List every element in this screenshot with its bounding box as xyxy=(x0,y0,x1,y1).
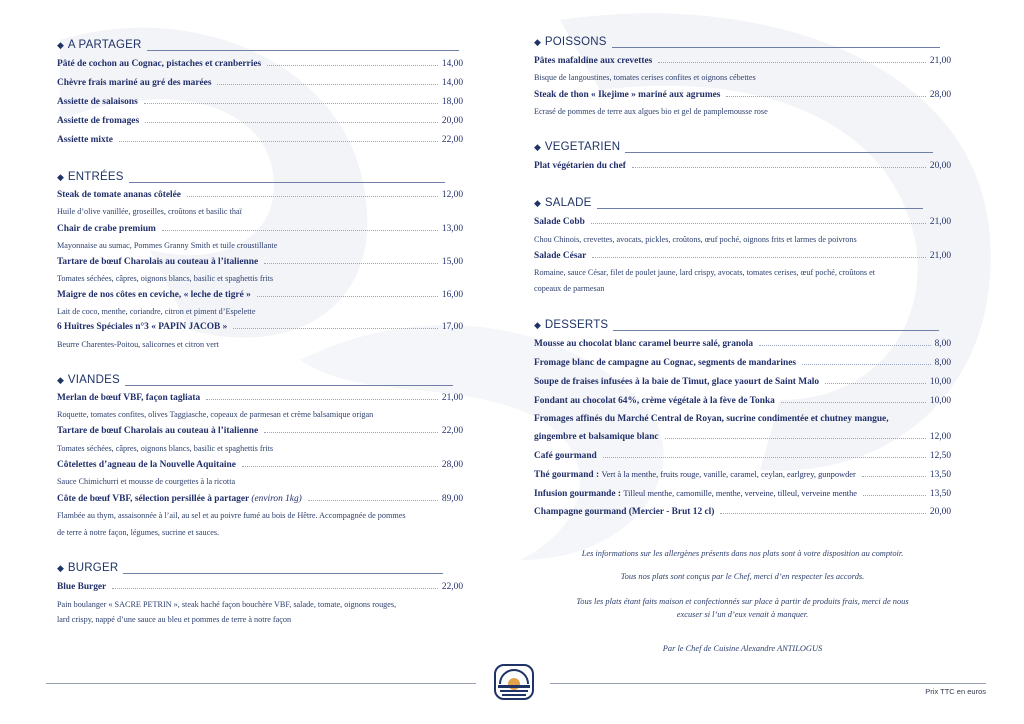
menu-item-name-line: Fromages affinés du Marché Central de Royan, sucrine condimentée et chutney mangue, xyxy=(534,414,889,424)
section-title: DESSERTS xyxy=(544,319,609,331)
item-detail: Tilleul menthe, camomille, menthe, verveine, tilleul, verveine menthe xyxy=(623,489,858,498)
item-price: 20,00 xyxy=(929,507,951,517)
section-header xyxy=(57,168,463,184)
item-name: Plat végétarien du chef xyxy=(534,161,626,171)
homemade-note-line1: Tous les plats étant faits maison et confectionnés sur place à partir de produits frais, merci de nous xyxy=(576,597,909,606)
section-rule xyxy=(125,385,453,386)
diamond-bullet-icon: ◆ xyxy=(534,321,541,331)
item-name: Café gourmand xyxy=(534,451,597,461)
section-desserts xyxy=(534,316,951,332)
section-header xyxy=(534,316,951,332)
diamond-bullet-icon: ◆ xyxy=(57,376,64,386)
menu-item xyxy=(534,469,951,481)
dot-leader xyxy=(162,230,438,231)
item-price: 21,00 xyxy=(441,393,463,403)
section-poissons xyxy=(534,33,951,49)
item-detail: Vert à la menthe, fruits rouge, vanille, caramel, ceylan, earlgrey, gunpowder xyxy=(601,470,856,479)
item-name: Salade César xyxy=(534,251,587,261)
menu-item xyxy=(57,459,463,471)
item-name: Tartare de bœuf Charolais au couteau à l’italienne xyxy=(57,257,259,267)
dot-leader xyxy=(603,457,926,458)
item-name: Fondant au chocolat 64%, crème végétale à la fève de Tonka xyxy=(534,396,775,406)
menu-item xyxy=(57,223,463,235)
menu-item xyxy=(534,338,951,350)
item-price: 12,00 xyxy=(929,432,951,442)
dot-leader xyxy=(863,495,926,496)
item-price: 10,00 xyxy=(929,396,951,406)
item-name: gingembre et balsamique blanc xyxy=(534,432,659,442)
item-name: 6 Huîtres Spéciales n°3 « PAPIN JACOB » xyxy=(57,322,228,332)
menu-item xyxy=(57,392,463,404)
item-name: Chèvre frais mariné au gré des marées xyxy=(57,78,212,88)
item-description: Flambée au thym, assaisonnée à l’ail, au sel et au poivre fumé au bois de Hêtre. Accompagnée de pommes xyxy=(57,511,406,520)
item-name-main: Thé gourmand : xyxy=(534,470,600,480)
section-title: POISSONS xyxy=(544,36,607,48)
item-price: 21,00 xyxy=(929,217,951,227)
menu-item xyxy=(57,58,463,70)
item-price: 22,00 xyxy=(441,582,463,592)
item-name: Chair de crabe premium xyxy=(57,224,156,234)
item-price: 12,50 xyxy=(929,451,951,461)
item-price: 12,00 xyxy=(441,190,463,200)
item-description: de terre à notre façon, légumes, sucrine et sauces. xyxy=(57,528,220,537)
dot-leader xyxy=(665,438,926,439)
item-price: 13,50 xyxy=(929,470,951,480)
menu-item xyxy=(57,134,463,146)
dot-leader xyxy=(264,432,438,433)
section-salade xyxy=(534,194,951,210)
dot-leader xyxy=(726,96,925,97)
item-description: Mayonnaise au sumac, Pommes Granny Smith et tuile croustillante xyxy=(57,241,278,250)
item-price: 21,00 xyxy=(929,251,951,261)
dot-leader xyxy=(592,257,926,258)
menu-item xyxy=(57,189,463,201)
menu-item xyxy=(57,581,463,593)
section-entrees xyxy=(57,168,463,184)
section-header xyxy=(534,138,951,154)
menu-item xyxy=(57,77,463,89)
menu-item xyxy=(57,115,463,127)
menu-item xyxy=(534,357,951,369)
item-price: 21,00 xyxy=(929,56,951,66)
item-price: 18,00 xyxy=(441,97,463,107)
footer-rule-right xyxy=(550,683,986,684)
item-price: 8,00 xyxy=(934,358,951,368)
dot-leader xyxy=(781,402,926,403)
section-viandes xyxy=(57,371,463,387)
item-price: 15,00 xyxy=(441,257,463,267)
item-name-main: Côte de bœuf VBF, sélection persillée à partager xyxy=(57,494,249,504)
menu-item xyxy=(534,55,951,67)
section-title: ENTRÉES xyxy=(67,171,124,183)
item-name: Merlan de bœuf VBF, façon tagliata xyxy=(57,393,201,403)
section-header xyxy=(57,371,463,387)
item-price: 28,00 xyxy=(441,460,463,470)
item-name-main: Infusion gourmande : xyxy=(534,489,621,499)
menu-item xyxy=(534,488,951,500)
item-name: Fromage blanc de campagne au Cognac, segments de mandarines xyxy=(534,358,797,368)
dot-leader xyxy=(144,103,438,104)
item-price: 20,00 xyxy=(929,161,951,171)
section-a-partager xyxy=(57,36,463,52)
item-description: Chou Chinois, crevettes, avocats, pickles, croûtons, œuf poché, oignons frits et larmes de poivrons xyxy=(534,235,857,244)
item-name: Assiette de salaisons xyxy=(57,97,138,107)
item-name: Blue Burger xyxy=(57,582,107,592)
item-description: lard crispy, nappé d’une sauce au bleu et pommes de terre à notre façon xyxy=(57,615,292,624)
item-name: Assiette mixte xyxy=(57,135,113,145)
menu-item xyxy=(57,256,463,268)
item-price: 22,00 xyxy=(441,135,463,145)
menu-item xyxy=(534,506,951,518)
diamond-bullet-icon: ◆ xyxy=(57,41,64,51)
diamond-bullet-icon: ◆ xyxy=(534,199,541,209)
item-price: 28,00 xyxy=(929,90,951,100)
item-name: Mousse au chocolat blanc caramel beurre salé, granola xyxy=(534,339,754,349)
dot-leader xyxy=(759,345,931,346)
section-rule xyxy=(147,50,459,51)
menu-item xyxy=(534,216,951,228)
item-description: Sauce Chimichurri et mousse de courgettes à la ricotta xyxy=(57,477,236,486)
item-name: Tartare de bœuf Charolais au couteau à l’italienne xyxy=(57,426,259,436)
item-description: Bisque de langoustines, tomates cerises confites et oignons cébettes xyxy=(534,73,756,82)
item-price: 14,00 xyxy=(441,59,463,69)
item-name: Champagne gourmand (Mercier - Brut 12 cl) xyxy=(534,507,715,517)
section-header xyxy=(57,36,463,52)
menu-item xyxy=(534,431,951,443)
section-rule xyxy=(597,208,923,209)
section-header xyxy=(534,194,951,210)
menu-item xyxy=(534,450,951,462)
item-name xyxy=(534,488,857,500)
dot-leader xyxy=(308,500,438,501)
item-name: Salade Cobb xyxy=(534,217,585,227)
item-description: Romaine, sauce César, filet de poulet jaune, lard crispy, avocats, tomates cerises, œuf poché, croûtons et xyxy=(534,268,876,277)
dot-leader xyxy=(267,65,438,66)
section-vegetarien xyxy=(534,138,951,154)
dot-leader xyxy=(658,62,926,63)
section-header xyxy=(57,559,463,575)
menu-item xyxy=(534,376,951,388)
item-price: 89,00 xyxy=(441,494,463,504)
section-title: SALADE xyxy=(544,197,592,209)
dot-leader xyxy=(145,122,438,123)
menu-item xyxy=(534,395,951,407)
item-name: Assiette de fromages xyxy=(57,116,140,126)
menu-item xyxy=(57,493,463,505)
dot-leader xyxy=(257,296,438,297)
dot-leader xyxy=(119,141,438,142)
homemade-note-line2: excuser si l’un d’eux venait à manquer. xyxy=(676,610,809,619)
dot-leader xyxy=(802,364,931,365)
item-description: Lait de coco, menthe, coriandre, citron et piment d’Espelette xyxy=(57,307,256,316)
dot-leader xyxy=(591,223,926,224)
item-description: Tomates séchées, câpres, oignons blancs, basilic et spaghettis frits xyxy=(57,274,274,283)
menu-item xyxy=(57,289,463,301)
item-description: Roquette, tomates confites, olives Taggiasche, copeaux de parmesan et crème balsamique origan xyxy=(57,410,374,419)
dot-leader xyxy=(217,84,437,85)
item-price: 8,00 xyxy=(934,339,951,349)
item-price: 13,50 xyxy=(929,489,951,499)
dot-leader xyxy=(264,263,438,264)
item-name: Côtelettes d’agneau de la Nouvelle Aquitaine xyxy=(57,460,236,470)
dot-leader xyxy=(187,196,438,197)
item-description: Beurre Charentes-Poitou, salicornes et citron vert xyxy=(57,340,219,349)
diamond-bullet-icon: ◆ xyxy=(57,564,64,574)
menu-item xyxy=(534,89,951,101)
item-description: copeaux de parmesan xyxy=(534,284,605,293)
section-rule xyxy=(123,573,443,574)
item-description: Tomates séchées, câpres, oignons blancs, basilic et spaghettis frits xyxy=(57,444,274,453)
dot-leader xyxy=(862,476,926,477)
diamond-bullet-icon: ◆ xyxy=(57,173,64,183)
section-title: A PARTAGER xyxy=(67,39,142,51)
section-title: BURGER xyxy=(67,562,119,574)
menu-item xyxy=(57,321,463,333)
section-rule xyxy=(612,47,940,48)
section-rule xyxy=(129,182,445,183)
section-rule xyxy=(625,152,933,153)
diamond-bullet-icon: ◆ xyxy=(534,143,541,153)
item-price: 17,00 xyxy=(441,322,463,332)
dot-leader xyxy=(242,466,438,467)
menu-item xyxy=(57,96,463,108)
dot-leader xyxy=(720,513,926,514)
item-name: Pâté de cochon au Cognac, pistaches et cranberries xyxy=(57,59,262,69)
item-price: 14,00 xyxy=(441,78,463,88)
item-name xyxy=(534,469,856,481)
price-note: Prix TTC en euros xyxy=(925,687,986,696)
section-title: VEGETARIEN xyxy=(544,141,621,153)
dot-leader xyxy=(112,588,438,589)
item-name: Maigre de nos côtes en ceviche, « leche de tigré » xyxy=(57,290,251,300)
section-burger xyxy=(57,559,463,575)
item-name: Steak de tomate ananas côtelée xyxy=(57,190,181,200)
item-price: 20,00 xyxy=(441,116,463,126)
item-name: Steak de thon « Ikejime » mariné aux agrumes xyxy=(534,90,721,100)
menu-item xyxy=(534,250,951,262)
dot-leader xyxy=(233,328,438,329)
section-title: VIANDES xyxy=(67,374,120,386)
chef-note: Tous nos plats sont conçus par le Chef, merci d’en respecter les accords. xyxy=(620,572,865,581)
item-name-extra: (environ 1kg) xyxy=(251,494,302,504)
item-name: Soupe de fraises infusées à la baie de Timut, glace yaourt de Saint Malo xyxy=(534,377,820,387)
restaurant-logo-icon xyxy=(494,664,534,700)
dot-leader xyxy=(825,383,926,384)
item-price: 16,00 xyxy=(441,290,463,300)
chef-signature: Par le Chef de Cuisine Alexandre ANTILOGUS xyxy=(662,644,823,653)
section-header xyxy=(534,33,951,49)
allergen-note: Les informations sur les allergènes présents dans nos plats sont à votre disposition au comptoir. xyxy=(581,549,904,558)
item-price: 22,00 xyxy=(441,426,463,436)
item-price: 13,00 xyxy=(441,224,463,234)
item-description: Huile d’olive vanillée, groseilles, croûtons et basilic thaï xyxy=(57,207,242,216)
item-description: Pain boulanger « SACRE PETRIN », steak haché façon bouchère VBF, salade, tomate, oignons rouges, xyxy=(57,600,397,609)
dot-leader xyxy=(206,399,438,400)
item-description: Ecrasé de pommes de terre aux algues bio et gel de pamplemousse rose xyxy=(534,107,768,116)
footer-rule-left xyxy=(46,683,476,684)
menu-item xyxy=(57,425,463,437)
diamond-bullet-icon: ◆ xyxy=(534,38,541,48)
item-price: 10,00 xyxy=(929,377,951,387)
menu-item xyxy=(534,160,951,172)
dot-leader xyxy=(632,167,926,168)
item-name: Pâtes mafaldine aux crevettes xyxy=(534,56,653,66)
section-rule xyxy=(613,330,939,331)
item-name xyxy=(57,493,302,505)
